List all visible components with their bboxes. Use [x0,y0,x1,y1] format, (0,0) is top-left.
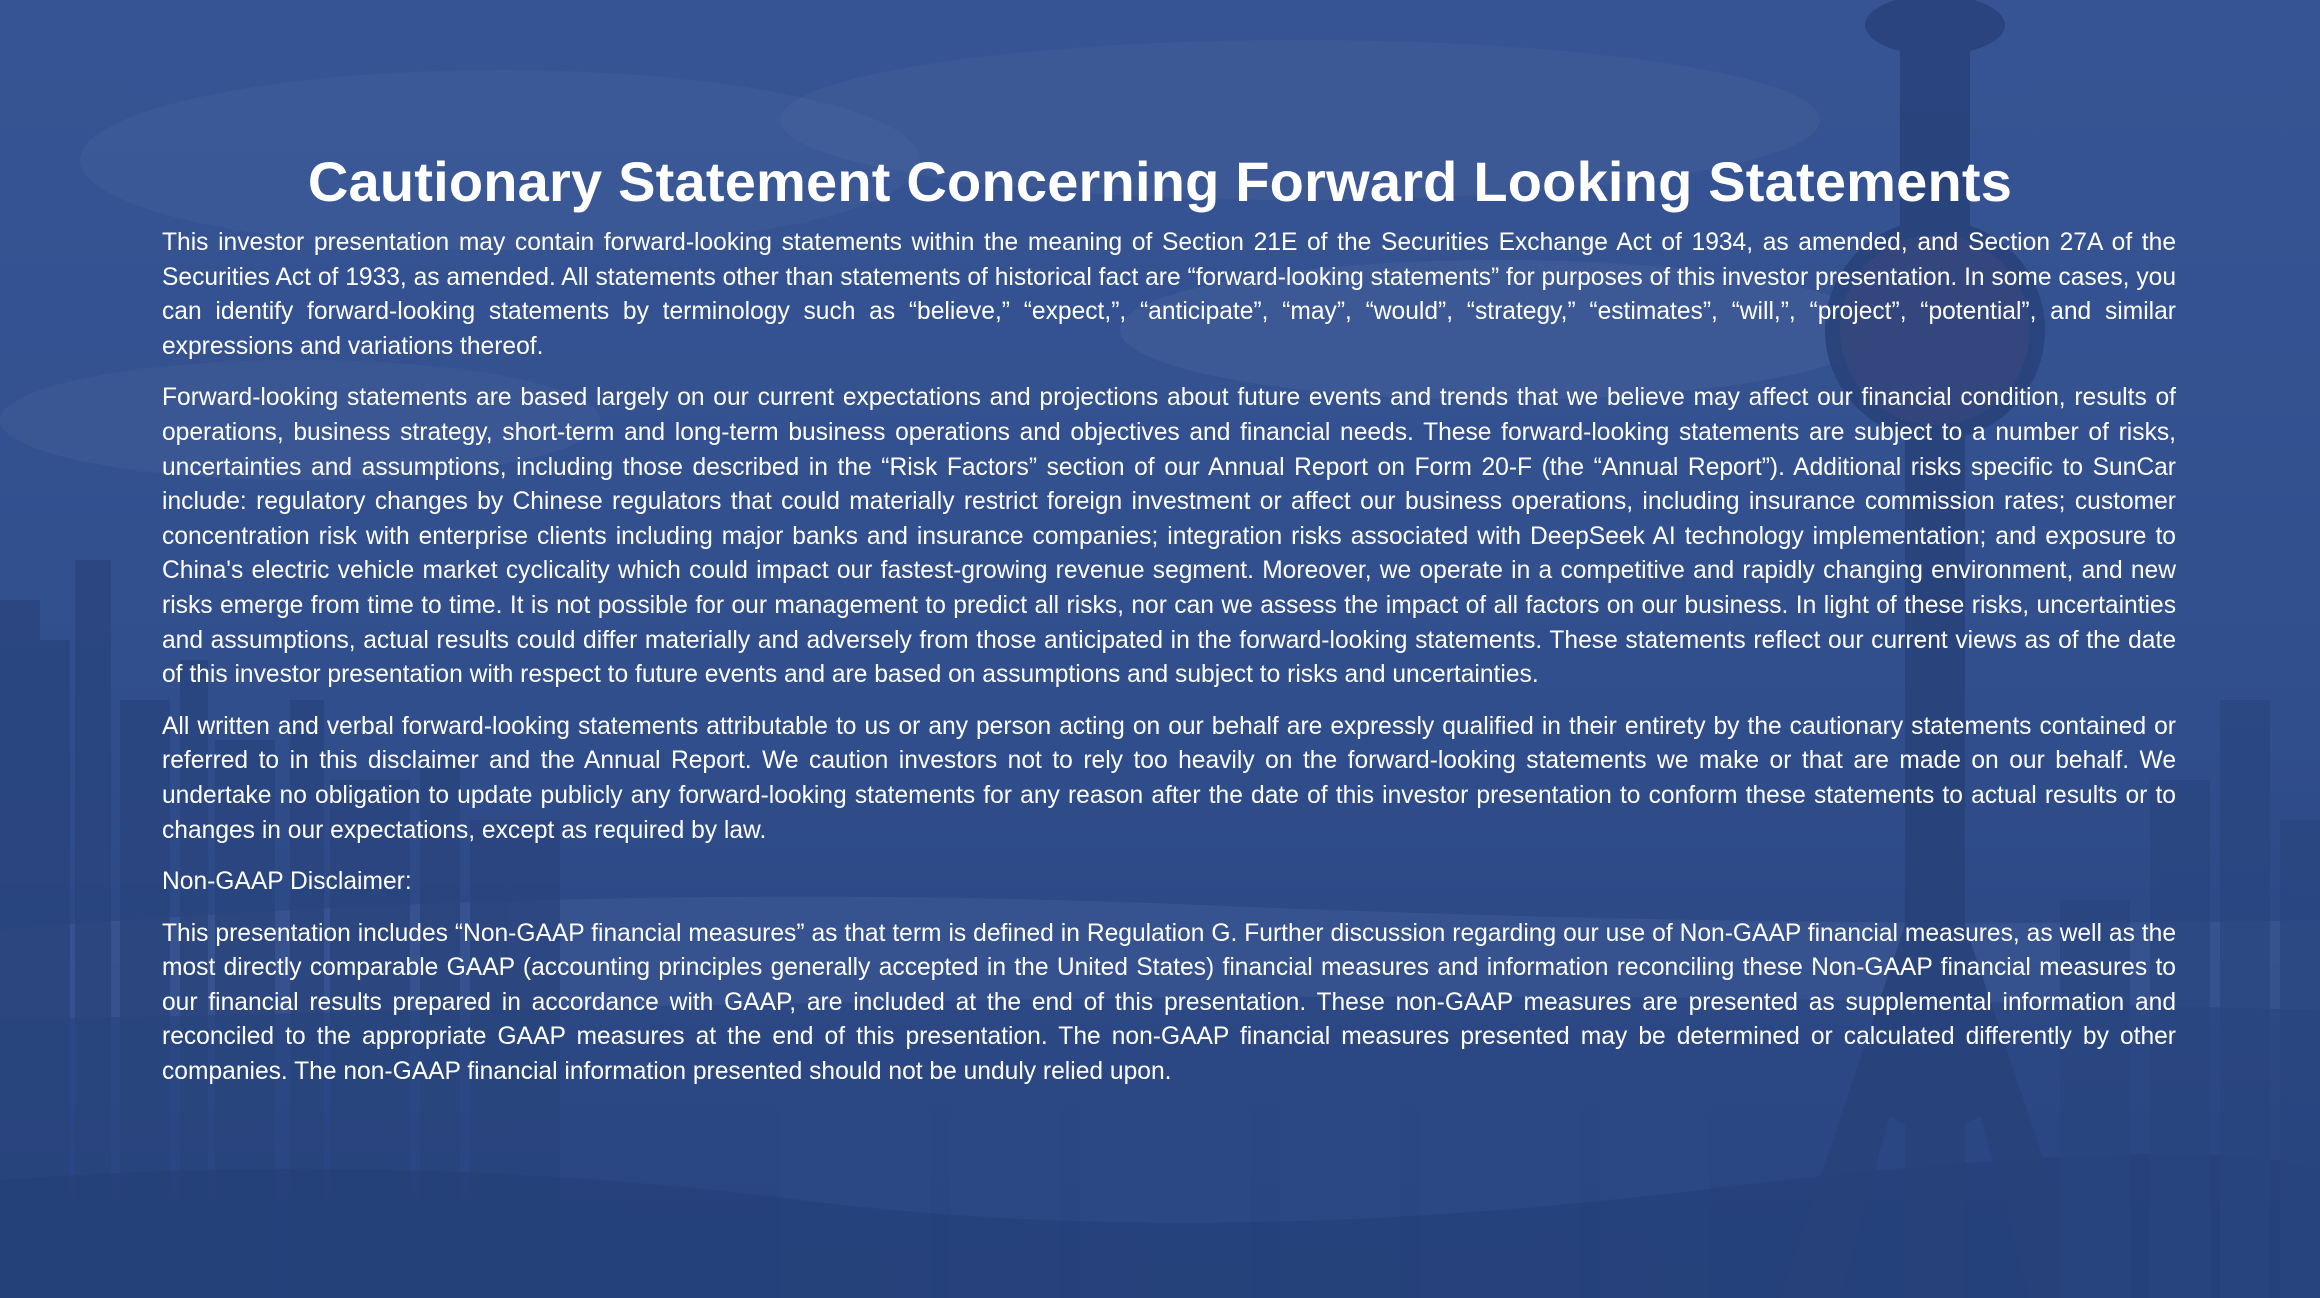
paragraph-forward-looking-intro: This investor presentation may contain forward-looking statements within the meaning of Section 21E of the Securities Exchange Act of 1934, as amended, and Section 27A of the Securities Act of 1933, as amended. All statements other than statements of historical fact are “forward-looking statements” for purposes of this investor presentation. In some cases, you can identify forward-looking statements by terminology such as “believe,” “expect,”, “anticipate”, “may”, “would”, “strategy,” “estimates”, “will,”, “project”, “potential”, and similar expressions and variations thereof. [162,229,2176,360]
paragraph-risks: Forward-looking statements are based largely on our current expectations and projections about future events and trends that we believe may affect our financial condition, results of operations, business strategy, short-term and long-term business operations and objectives and financial needs. These forward-looking statements are subject to a number of risks, uncertainties and assumptions, including those described in the “Risk Factors” section of our Annual Report on Form 20-F (the “Annual Report”). Additional risks specific to SunCar include: regulatory changes by Chinese regulators that could materially restrict foreign investment or affect our business operations, including insurance commission rates; customer concentration risk with enterprise clients including major banks and insurance companies; integration risks associated with DeepSeek AI technology implementation; and exposure to China's electric vehicle market cyclicality which could impact our fastest-growing revenue segment. Moreover, we operate in a competitive and rapidly changing environment, and new risks emerge from time to time. It is not possible for our management to predict all risks, nor can we assess the impact of all factors on our business. In light of these risks, uncertainties and assumptions, actual results could differ materially and adversely from those anticipated in the forward-looking statements. These statements reflect our current views as of the date of this investor presentation with respect to future events and are based on assumptions and subject to risks and uncertainties. [162,384,2176,689]
page-title: Cautionary Statement Concerning Forward Looking Statements [307,149,2013,213]
paragraph-non-gaap: This presentation includes “Non-GAAP financial measures” as that term is defined in Regulation G. Further discussion regarding our use of Non-GAAP financial measures, as well as the most directly comparable GAAP (accounting principles generally accepted in the United States) financial measures and information reconciling these Non-GAAP financial measures to our financial results prepared in accordance with GAAP, are included at the end of this presentation. These non-GAAP measures are presented as supplemental information and reconciled to the appropriate GAAP measures at the end of this presentation. The non-GAAP financial measures presented may be determined or calculated differently by other companies. The non-GAAP financial information presented should not be unduly relied upon. [162,919,2176,1086]
paragraph-qualification: All written and verbal forward-looking statements attributable to us or any person acting on our behalf are expressly qualified in their entirety by the cautionary statements contained or referred to in this disclaimer and the Annual Report. We caution investors not to rely too heavily on the forward-looking statements we make or that are made on our behalf. We undertake no obligation to update publicly any forward-looking statements for any reason after the date of this investor presentation to conform these statements to actual results or to changes in our expectations, except as required by law. [162,712,2176,844]
disclaimer-body [162,226,2176,1107]
non-gaap-heading: Non-GAAP Disclaimer: [162,868,412,896]
